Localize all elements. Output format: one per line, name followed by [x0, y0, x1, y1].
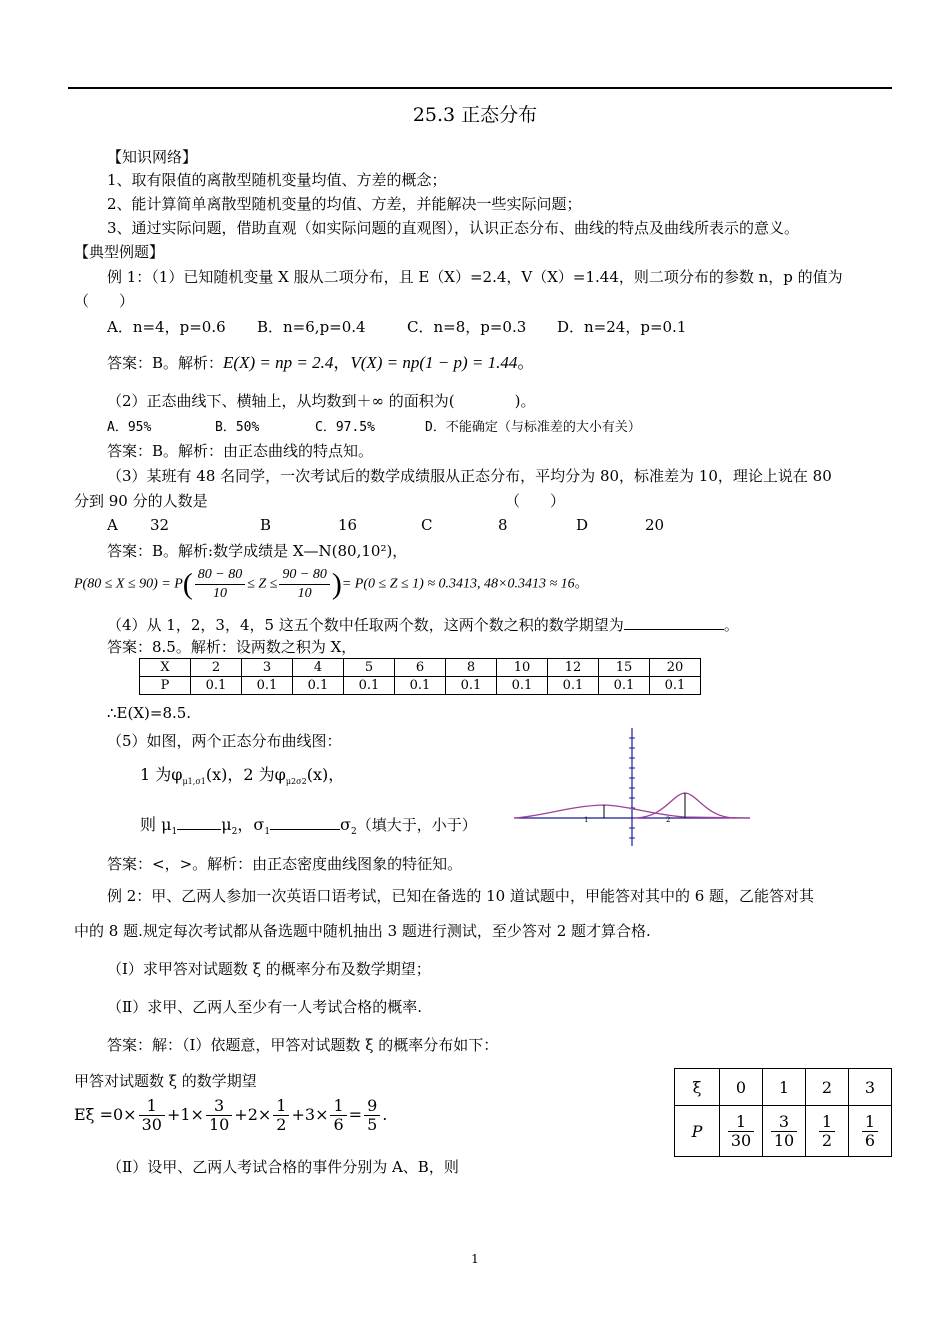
normal-curves-figure — [514, 726, 750, 848]
table-cell: 15 — [599, 659, 650, 677]
ex1-q3-option-c-value: 8 — [498, 516, 508, 534]
ex1-q1-answer: 答案：B。解析：E(X) = np = 2.4，V(X) = np(1 − p) = 1.44。 — [107, 353, 535, 373]
table-cell: 3 — [849, 1069, 892, 1106]
ex2-line1: 例 2：甲、乙两人参加一次英语口语考试，已知在备选的 10 道试题中，甲能答对其中的 6 题，乙能答对其 — [107, 887, 815, 905]
fraction: $\frac{80 - 80}{10}$ — [195, 566, 245, 603]
table-cell: 12 — [548, 659, 599, 677]
table-cell: 0.1 — [395, 677, 446, 695]
curve-1-label: 1 — [584, 816, 589, 824]
ex1-q3-option-a-value: 32 — [150, 516, 170, 534]
table-cell: 4 — [293, 659, 344, 677]
table-cell: P — [675, 1106, 720, 1157]
fraction: $\frac{9}{5}$ — [364, 1097, 380, 1134]
table-cell: 10 — [497, 659, 548, 677]
table-cell: 8 — [446, 659, 497, 677]
table-row-xi — [675, 1069, 892, 1106]
ex1-q5: （5）如图，两个正态分布曲线图： — [107, 732, 342, 750]
curve-2-label: 2 — [666, 816, 671, 824]
ex1-q3-line2: 分到 90 分的人数是 — [74, 492, 208, 510]
table-cell: $\frac{1}{6}$ — [849, 1106, 892, 1157]
eq-variance: V(X) = np(1 − p) = 1.44 — [350, 353, 518, 372]
ex1-q4-answer: 答案：8.5。解析：设两数之积为 X， — [107, 638, 357, 656]
knowledge-item-2: 2、能计算简单离散型随机变量的均值、方差，并能解决一些实际问题； — [107, 195, 582, 213]
knowledge-item-3: 3、通过实际问题，借助直观（如实际问题的直观图），认识正态分布、曲线的特点及曲线所表示的意义。 — [107, 219, 800, 237]
table-cell: 0.1 — [344, 677, 395, 695]
ex1-q3-equation: P(80 ≤ X ≤ 90) = P( $\frac{80 - 80}{10}$ ≤ Z ≤ $\frac{90 - 80}{10}$ )= P(0 ≤ Z ≤ 1) ≈ 0.3413, 48×0.3413 ≈ 16。 — [74, 567, 589, 601]
fraction: $\frac{1}{2}$ — [273, 1097, 289, 1134]
ex1-q3-line1: （3）某班有 48 名同学，一次考试后的数学成绩服从正态分布，平均分为 80，标准差为 10，理论上说在 80 — [107, 467, 832, 485]
ex1-q1-option-d: D．n=24，p=0.1 — [557, 318, 687, 336]
ex1-q3-paren: （ ） — [505, 492, 566, 510]
table-row-p — [140, 677, 701, 695]
ex2-answer-1: 答案：解：（Ⅰ）依题意，甲答对试题数 ξ 的概率分布如下： — [107, 1036, 499, 1054]
ex1-q3-answer: 答案：B。解析:数学成绩是 X—N(80,10²)， — [107, 542, 408, 560]
page-title: 25.3 正态分布 — [412, 104, 538, 126]
ex1-q2: （2）正态曲线下、横轴上，从均数到＋∞ 的面积为( )。 — [107, 392, 536, 410]
table-cell: 2 — [191, 659, 242, 677]
table-cell: 1 — [763, 1069, 806, 1106]
ex1-q1-line1: 例 1：（1）已知随机变量 X 服从二项分布，且 E（X）=2.4，V（X）=1.44，则二项分布的参数 n，p 的值为 — [107, 268, 843, 286]
table-cell: $\frac{3}{10}$ — [763, 1106, 806, 1157]
ex2-distribution-table — [674, 1068, 892, 1157]
table-cell: 0 — [720, 1069, 763, 1106]
table-cell: 6 — [395, 659, 446, 677]
table-cell: P — [140, 677, 191, 695]
table-cell: 2 — [806, 1069, 849, 1106]
ex2-part2: （Ⅱ）求甲、乙两人至少有一人考试合格的概率. — [107, 998, 422, 1016]
ex1-q4-conclusion: ∴E(X)=8.5. — [107, 704, 192, 722]
table-cell: 3 — [242, 659, 293, 677]
examples-heading: 【典型例题】 — [74, 243, 165, 261]
ex1-q1-option-b: B．n=6,p=0.4 — [257, 318, 366, 336]
ex1-q5-line3: 则 $\mu_1$ $\mu_2$，$\sigma_1$ $\sigma_2$（填大于，小于） — [140, 815, 477, 838]
ex1-q2-option-a: A．95% — [107, 420, 152, 435]
table-cell: $\frac{1}{2}$ — [806, 1106, 849, 1157]
ex1-q2-option-c: C．97.5% — [315, 420, 375, 435]
ex1-q4: （4）从 1，2，3，4，5 这五个数中任取两个数，这两个数之积的数学期望为 。 — [107, 616, 739, 634]
ex1-q3-option-b-value: 16 — [338, 516, 358, 534]
table-cell: 0.1 — [191, 677, 242, 695]
knowledge-item-1: 1、取有限值的离散型随机变量均值、方差的概念； — [107, 171, 447, 189]
ex1-q2-option-b: B．50% — [215, 420, 260, 435]
fraction: $\frac{90 - 80}{10}$ — [279, 566, 329, 603]
page-number: 1 — [471, 1252, 479, 1266]
table-cell: 0.1 — [497, 677, 548, 695]
eq-expectation: E(X) = np = 2.4 — [223, 353, 334, 372]
ex1-q3-option-b-letter: B — [260, 516, 272, 534]
table-cell: 0.1 — [548, 677, 599, 695]
ex2-line2: 中的 8 题.规定每次考试都从备选题中随机抽出 3 题进行测试，至少答对 2 题才算合格. — [74, 922, 651, 940]
table-row-x — [140, 659, 701, 677]
table-cell: 0.1 — [293, 677, 344, 695]
ex1-q2-answer: 答案：B。解析：由正态曲线的特点知。 — [107, 442, 374, 460]
fraction: $\frac{1}{6}$ — [330, 1097, 346, 1134]
table-cell: X — [140, 659, 191, 677]
ex2-expectation-label: 甲答对试题数 ξ 的数学期望 — [74, 1072, 257, 1090]
ex1-q3-option-d-letter: D — [576, 516, 589, 534]
ex1-q1-line2: （ ） — [74, 292, 135, 310]
table-cell: ξ — [675, 1069, 720, 1106]
ex1-q1-option-c: C．n=8，p=0.3 — [407, 318, 527, 336]
ex1-q2-option-d: D．不能确定（与标准差的大小有关） — [425, 420, 641, 435]
ex1-q3-option-a-letter: A — [107, 516, 118, 534]
fraction: $\frac{1}{30}$ — [139, 1097, 165, 1134]
table-cell: 20 — [650, 659, 701, 677]
ex2-expectation-equation: Eξ =0× $\frac{1}{30}$ +1× $\frac{3}{10}$ +2× $\frac{1}{2}$ +3× $\frac{1}{6}$ = $\frac{9}{5}$ . — [74, 1096, 388, 1134]
ex1-q3-option-d-value: 20 — [645, 516, 665, 534]
table-cell: 0.1 — [242, 677, 293, 695]
ex2-part2-answer: （Ⅱ）设甲、乙两人考试合格的事件分别为 A、B，则 — [107, 1158, 459, 1176]
answer-prefix: 答案：B。解析： — [107, 354, 224, 372]
eq-left: P(80 ≤ X ≤ 90) = P — [74, 576, 183, 592]
table-cell: 0.1 — [599, 677, 650, 695]
ex1-q4-distribution-table — [139, 658, 701, 695]
table-cell: $\frac{1}{30}$ — [720, 1106, 763, 1157]
ex2-part1: （Ⅰ）求甲答对试题数 ξ 的概率分布及数学期望； — [107, 960, 431, 978]
table-row-p — [675, 1106, 892, 1157]
table-cell: 0.1 — [446, 677, 497, 695]
eq-end: 。 — [517, 353, 535, 373]
ex1-q5-line2: 1 为$\varphi_{\mu 1,\sigma 1}(x)$，2 为$\varphi_{\mu 2\sigma 2}(x)$， — [140, 765, 345, 787]
ex1-q5-answer: 答案：<，>。解析：由正态密度曲线图象的特征知。 — [107, 855, 463, 873]
knowledge-heading: 【知识网络】 — [107, 148, 198, 166]
fraction: $\frac{3}{10}$ — [206, 1097, 232, 1134]
header-rule — [68, 87, 892, 89]
ex1-q3-option-c-letter: C — [421, 516, 433, 534]
ex1-q1-option-a: A．n=4，p=0.6 — [107, 318, 226, 336]
table-cell: 5 — [344, 659, 395, 677]
table-cell: 0.1 — [650, 677, 701, 695]
